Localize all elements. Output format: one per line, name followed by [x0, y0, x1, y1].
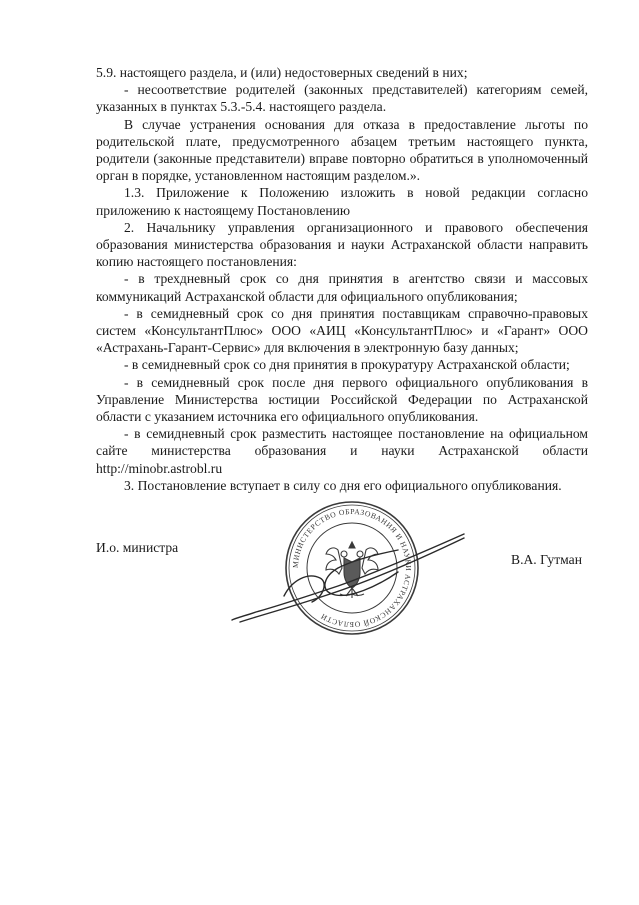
handwritten-signature-icon — [228, 520, 468, 630]
paragraph-refusal-remedy: В случае устранения основания для отказа в предоставление льготы по родительской плате, предусмотренного абзацем третьим настоящего пункта, родители (законные представители) вправе повторно обратиться в уполномоченный орган в порядке, установленном настоящим разделом.». — [96, 116, 588, 184]
paragraph-list-item: - в семидневный срок со дня принятия поставщикам справочно-правовых систем «КонсультантПлюс» ООО «АИЦ «КонсультантПлюс» и «Гарант» ООО «Астрахань-Гарант-Сервис» для включения в электронную базу данных; — [96, 305, 588, 356]
paragraph-continuation: 5.9. настоящего раздела, и (или) недостоверных сведений в них; — [96, 65, 468, 80]
seal-text: МИНИСТЕРСТВО ОБРАЗОВАНИЯ И НАУКИ АСТРАХАНСКОЙ ОБЛАСТИ — [290, 506, 414, 630]
paragraph-3: 3. Постановление вступает в силу со дня его официального опубликования. — [124, 477, 562, 493]
paragraph-list-item: - в семидневный срок со дня принятия в прокуратуру Астраханской области; — [124, 357, 570, 373]
signer-name: В.А. Гутман — [511, 552, 582, 567]
document-body — [96, 64, 588, 494]
paragraph-2: 2. Начальнику управления организационного и правового обеспечения образования министерства образования и науки Астраханской области направить копию настоящего постановления: — [96, 219, 588, 270]
paragraph-1-3: 1.3. Приложение к Положению изложить в новой редакции согласно приложению к настоящему Постановлению — [96, 185, 588, 218]
paragraph-list-item: - в трехдневный срок со дня принятия в агентство связи и массовых коммуникаций Астраханской области для официального опубликования; — [96, 271, 588, 304]
paragraph-list-item: - в семидневный срок разместить настоящее постановление на официальном сайте министерства образования и науки Астраханской области http://minobr.astrobl.ru — [96, 426, 588, 476]
paragraph-list-item: - в семидневный срок после дня первого официального опубликования в Управление Министерства юстиции Российской Федерации по Астраханской области с указанием источника его официального опубликования. — [96, 374, 588, 425]
paragraph-list-item: - несоответствие родителей (законных представителей) категориям семей, указанных в пунктах 5.3.-5.4. настоящего раздела. — [96, 82, 588, 115]
signer-position: И.о. министра — [96, 540, 179, 555]
